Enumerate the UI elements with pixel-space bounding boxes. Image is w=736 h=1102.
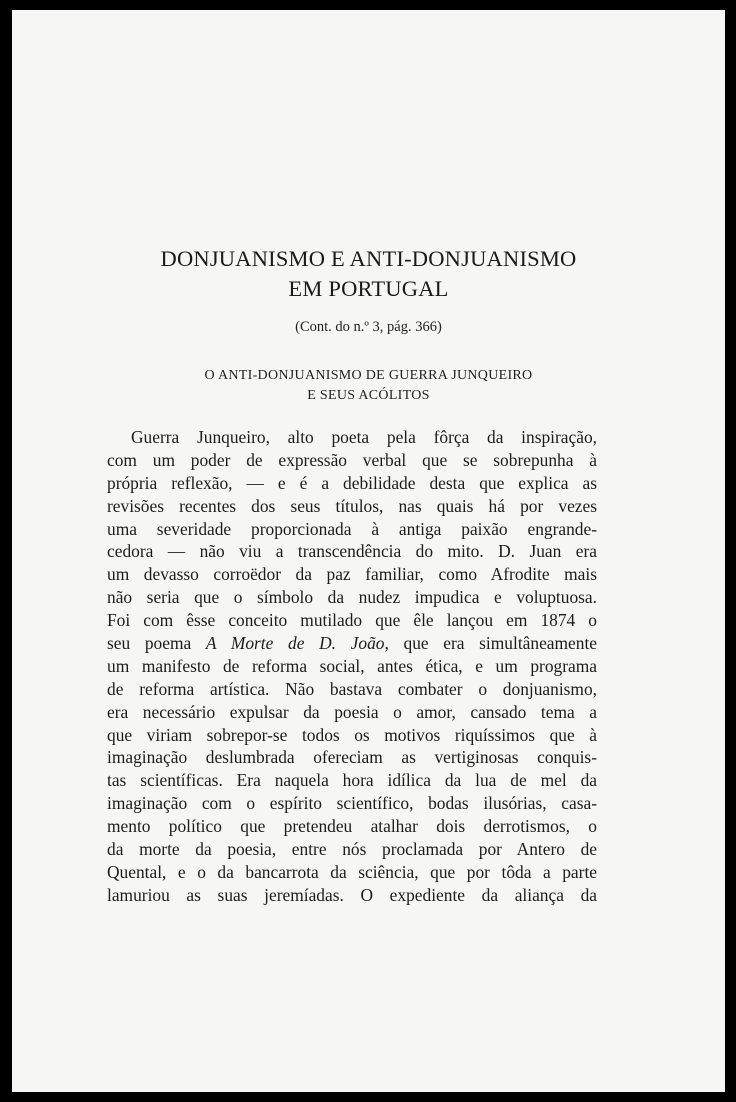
text-line: uma severidade proporcionada à antiga paixão engrande- [107,518,597,539]
document-page [12,10,725,1092]
text-line: Quental, e o da bancarrota da sciência, que por tôda a parte [107,861,597,882]
continuation-note: (Cont. do n.º 3, pág. 366) [295,319,442,335]
section-heading-line-1: O ANTI-DONJUANISMO DE GUERRA JUNQUEIRO [204,368,533,383]
page-title-line-2: EM PORTUGAL [288,276,449,301]
text-fragment: , que era simultâneamente [384,633,597,654]
text-line: de reforma artística. Não bastava combater o donjuanismo, [107,678,597,699]
text-line: um manifesto de reforma social, antes ética, e um programa [107,655,597,676]
poem-title: A Morte de D. João [205,633,385,654]
text-line: revisões recentes dos seus títulos, nas quais há por vezes [107,495,597,516]
text-line: era necessário expulsar da poesia o amor, cansado tema a [107,701,597,722]
text-line: própria reflexão, — e é a debilidade desta que explica as [107,472,597,493]
text-line: imaginação com o espírito scientífico, bodas ilusórias, casa- [107,793,597,814]
text-line: que viriam sobrepor-se todos os motivos riquíssimos que à [107,724,597,745]
text-line: com um poder de expressão verbal que se sobrepunha à [107,449,597,470]
body-text [107,426,597,907]
text-line: tas scientíficas. Era naquela hora idílica da lua de mel da [107,770,597,791]
text-fragment: seu poema [107,633,192,654]
text-line: Guerra Junqueiro, alto poeta pela fôrça da inspiração, [131,427,597,447]
text-line: um devasso corroëdor da paz familiar, como Afrodite mais [107,564,597,585]
text-line-with-title [107,632,597,655]
text-line: lamuriou as suas jeremíadas. O expediente da aliança da [107,884,597,905]
text-line: Foi com êsse conceito mutilado que êle lançou em 1874 o [107,610,597,631]
text-line: imaginação deslumbrada ofereciam as vertiginosas conquis- [107,747,597,768]
text-line: mento político que pretendeu atalhar dois derrotismos, o [107,816,597,837]
text-line: cedora — não viu a transcendência do mito. D. Juan era [107,541,597,562]
text-line: da morte da poesia, entre nós proclamada por Antero de [107,839,597,860]
text-line: não seria que o símbolo da nudez impudica e voluptuosa. [107,587,597,608]
section-heading-line-2: E SEUS ACÓLITOS [307,388,430,403]
page-title-line-1: DONJUANISMO E ANTI-DONJUANISMO [160,246,577,271]
